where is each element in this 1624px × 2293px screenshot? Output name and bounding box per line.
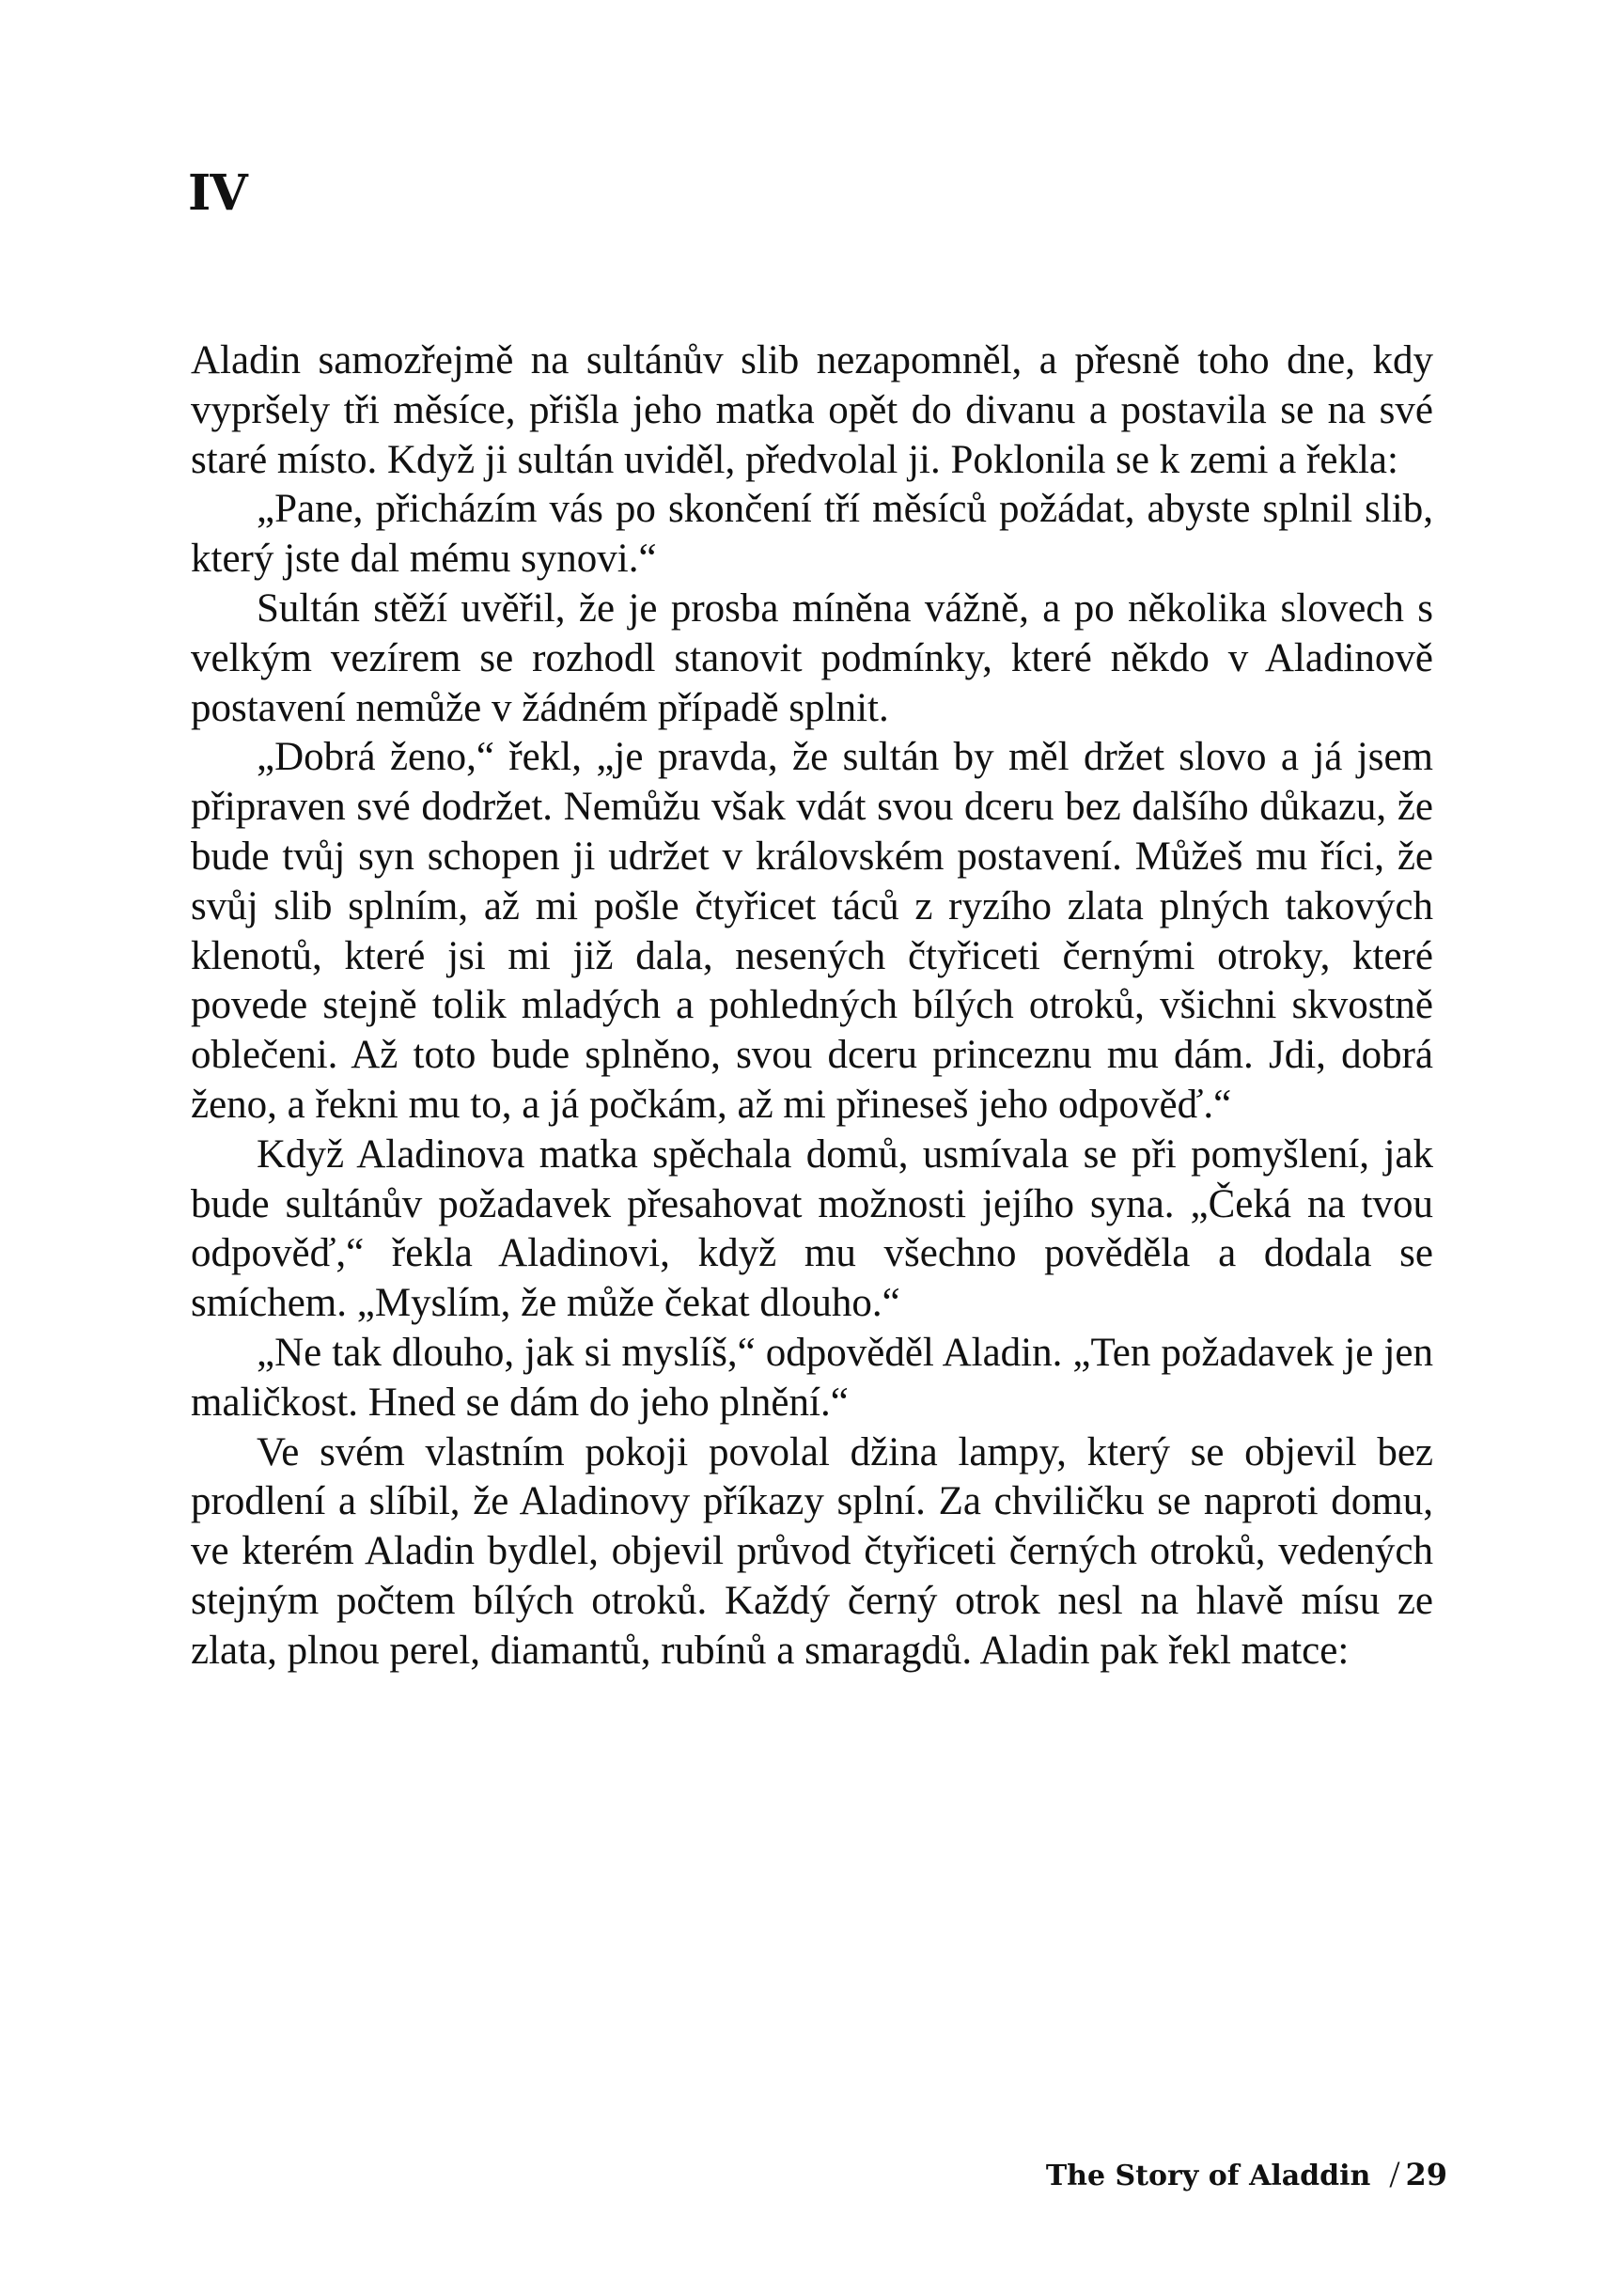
page-footer <box>1034 2153 1447 2195</box>
paragraph: „Dobrá ženo,“ řekl, „je pravda, že sultán by měl držet slovo a já jsem připraven své dodržet. Nemůžu však vdát svou dceru bez dalšího důkazu, že bude tvůj syn schopen ji udržet v královském postavení. Můžeš mu říci, že svůj slib splním, až mi pošle čtyřicet táců z ryzího zlata plných takových klenotů, které jsi mi již dala, nesených čtyřiceti černými otroky, které povede stejně tolik mladých a pohledných bílých otroků, všichni skvostně oblečeni. Až toto bude splněno, svou dceru princeznu mu dám. Jdi, dobrá ženo, a řekni mu to, a já počkám, až mi přineseš jeho odpověď.“ <box>191 735 1433 1127</box>
paragraph: Aladin samozřejmě na sultánův slib nezapomněl, a přesně toho dne, kdy vypršely tři měsíce, přišla jeho matka opět do divanu a postavila se na své staré místo. Když ji sultán uviděl, předvolal ji. Poklonila se k zemi a řekla: <box>191 338 1433 482</box>
paragraph: Sultán stěží uvěřil, že je prosba míněna vážně, a po několika slovech s velkým vezírem se rozhodl stanovit podmínky, které někdo v Aladinově postavení nemůže v žádném případě splnit. <box>191 585 1433 730</box>
chapter-heading: IV <box>188 164 247 222</box>
paragraph: „Pane, přicházím vás po skončení tří měsíců požádat, abyste splnil slib, který jste dal mému synovi.“ <box>191 487 1433 582</box>
paragraph: Ve svém vlastním pokoji povolal džina lampy, který se objevil bez prodlení a slíbil, že Aladinovy příkazy splní. Za chviličku se naproti domu, ve kterém Aladin bydlel, objevil průvod čtyřiceti černých otroků, vedených stejným počtem bílých otroků. Každý černý otrok nesl na hlavě mísu ze zlata, plnou perel, diamantů, rubínů a smaragdů. Aladin pak řekl matce: <box>191 1429 1433 1673</box>
paragraph: „Ne tak dlouho, jak si myslíš,“ odpověděl Aladin. „Ten požadavek je jen maličkost. Hned se dám do jeho plnění.“ <box>191 1330 1433 1425</box>
footer-separator: / <box>1389 2153 1400 2195</box>
paragraph: Když Aladinova matka spěchala domů, usmívala se při pomyšlení, jak bude sultánův požadavek přesahovat možnosti jejího syna. „Čeká na tvou odpověď,“ řekla Aladinovi, když mu všechno pověděla a dodala se smíchem. „Myslím, že může čekat dlouho.“ <box>191 1131 1433 1326</box>
page-number: 29 <box>1405 2157 1447 2192</box>
running-title: The Story of Aladdin <box>1045 2160 1371 2192</box>
chapter-body <box>191 336 1433 1677</box>
